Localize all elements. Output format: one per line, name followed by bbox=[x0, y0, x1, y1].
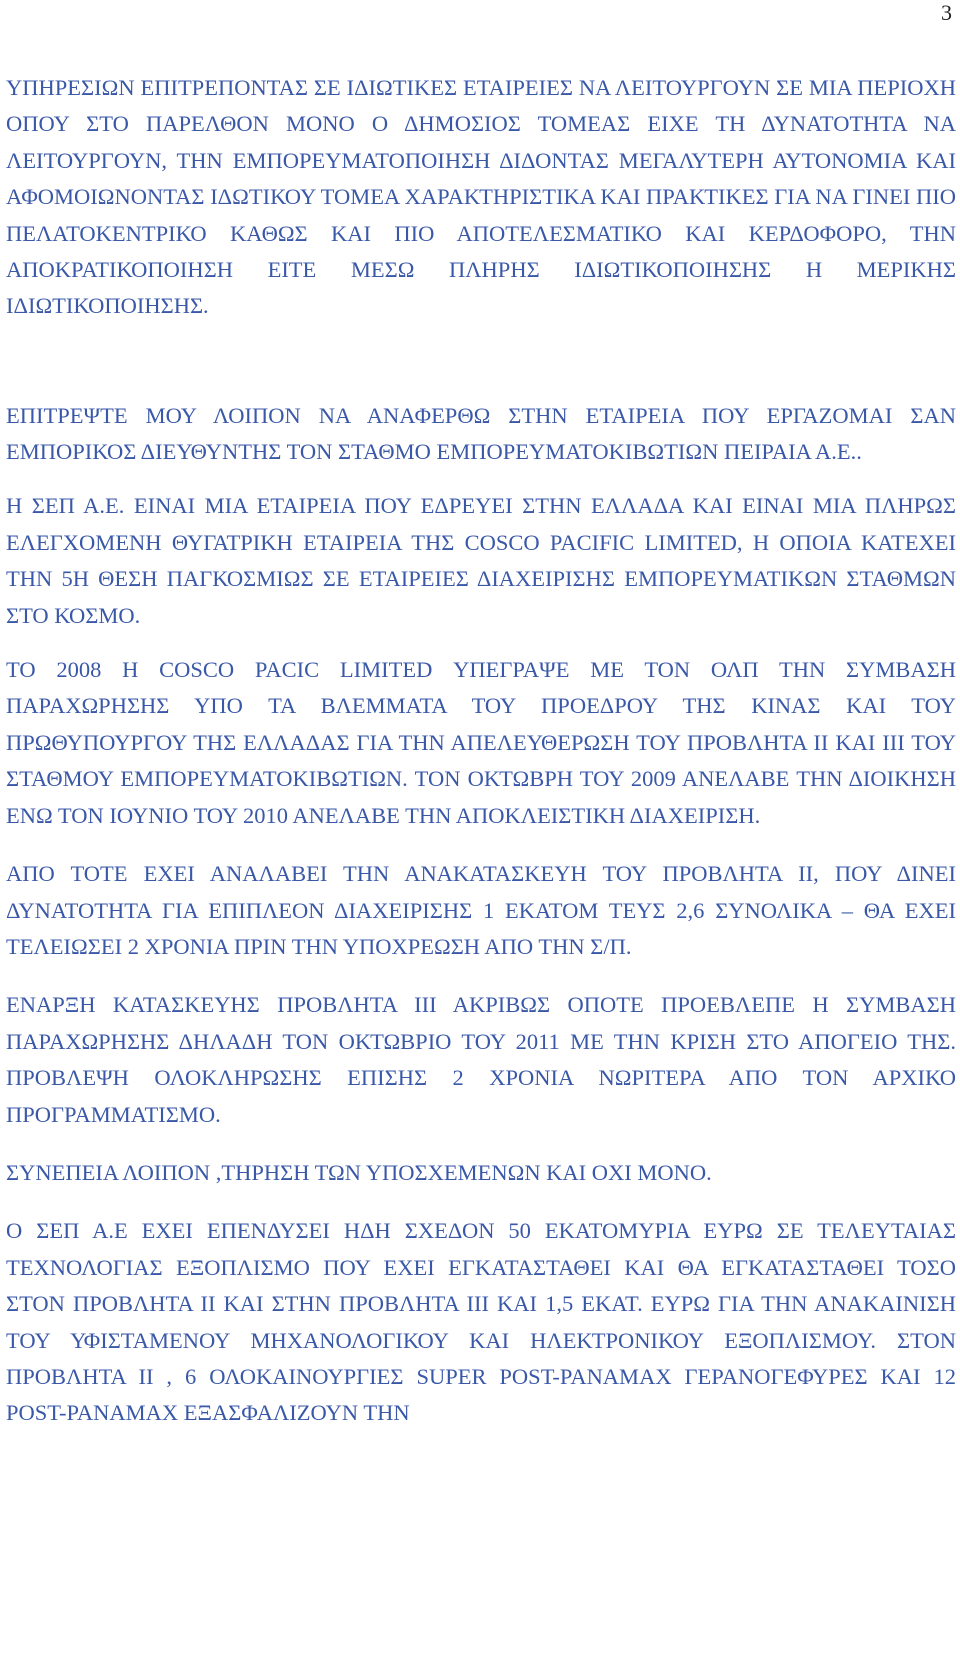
page-number: 3 bbox=[941, 0, 952, 25]
paragraph-pier-ii-reconstruction: ΑΠΟ ΤΟΤΕ ΕΧΕΙ ΑΝΑΛΑΒΕΙ ΤΗΝ ΑΝΑΚΑΤΑΣΚΕΥΗ ΤΟΥ ΠΡΟΒΛΗΤΑ ΙΙ, ΠΟΥ ΔΙΝΕΙ ΔΥΝΑΤΟΤΗΤΑ ΓΙΑ ΕΠΙΠΛΕΟΝ ΔΙΑΧΕΙΡΙΣΗΣ 1 ΕΚΑΤΟΜ ΤΕΥΣ 2,6 ΣΥΝΟΛΙΚΑ – ΘΑ ΕΧΕΙ ΤΕΛΕΙΩΣΕΙ 2 ΧΡΟΝΙΑ ΠΡΙΝ ΤΗΝ ΥΠΟΧΡΕΩΣΗ ΑΠΟ ΤΗΝ Σ/Π. bbox=[6, 861, 956, 959]
document-body bbox=[6, 70, 956, 1432]
paragraph-company-intro: ΕΠΙΤΡΕΨΤΕ ΜΟΥ ΛΟΙΠΟΝ ΝΑ ΑΝΑΦΕΡΘΩ ΣΤΗΝ ΕΤΑΙΡΕΙΑ ΠΟΥ ΕΡΓΑΖΟΜΑΙ ΣΑΝ ΕΜΠΟΡΙΚΟΣ ΔΙΕΥΘΥΝΤΗΣ ΤΟΝ ΣΤΑΘΜΟ ΕΜΠΟΡΕΥΜΑΤΟΚΙΒΩΤΙΩΝ ΠΕΙΡΑΙΑ Α.Ε.. bbox=[6, 402, 956, 465]
paragraph-pier-iii-construction: ΕΝΑΡΞΗ ΚΑΤΑΣΚΕΥΗΣ ΠΡΟΒΛΗΤΑ ΙΙΙ ΑΚΡΙΒΩΣ ΟΠΟΤΕ ΠΡΟΕΒΛΕΠΕ Η ΣΥΜΒΑΣΗ ΠΑΡΑΧΩΡΗΣΗΣ ΔΗΛΑΔΗ ΤΟΝ ΟΚΤΩΒΡΙΟ ΤΟΥ 2011 ΜΕ ΤΗΝ ΚΡΙΣΗ ΣΤΟ ΑΠΟΓΕΙΟ ΤΗΣ. ΠΡΟΒΛΕΨΗ ΟΛΟΚΛΗΡΩΣΗΣ ΕΠΙΣΗΣ 2 ΧΡΟΝΙΑ ΝΩΡΙΤΕΡΑ ΑΠΟ ΤΟΝ ΑΡΧΙΚΟ ΠΡΟΓΡΑΜΜΑΤΙΣΜΟ. bbox=[6, 992, 956, 1127]
paragraph-concession-2008: ΤΟ 2008 Η COSCO PACIC LIMITED ΥΠΕΓΡΑΨΕ ΜΕ ΤΟΝ ΟΛΠ ΤΗΝ ΣΥΜΒΑΣΗ ΠΑΡΑΧΩΡΗΣΗΣ ΥΠΟ ΤΑ ΒΛΕΜΜΑΤΑ ΤΟΥ ΠΡΟΕΔΡΟΥ ΤΗΣ ΚΙΝΑΣ ΚΑΙ ΤΟΥ ΠΡΩΘΥΠΟΥΡΓΟΥ ΤΗΣ ΕΛΛΑΔΑΣ ΓΙΑ ΤΗΝ ΑΠΕΛΕΥΘΕΡΩΣΗ ΤΟΥ ΠΡΟΒΛΗΤΑ ΙΙ ΚΑΙ ΙΙΙ ΤΟΥ ΣΤΑΘΜΟΥ ΕΜΠΟΡΕΥΜΑΤΟΚΙΒΩΤΙΩΝ. ΤΟΝ ΟΚΤΩΒΡΗ ΤΟΥ 2009 ΑΝΕΛΑΒΕ ΤΗΝ ΔΙΟΙΚΗΣΗ ΕΝΩ ΤΟΝ ΙΟΥΝΙΟ ΤΟΥ 2010 ΑΝΕΛΑΒΕ ΤΗΝ ΑΠΟΚΛΕΙΣΤΙΚΗ ΔΙΑΧΕΙΡΙΣΗ. bbox=[6, 657, 956, 828]
paragraph-privatization: ΥΠΗΡΕΣΙΩΝ ΕΠΙΤΡΕΠΟΝΤΑΣ ΣΕ ΙΔΙΩΤΙΚΕΣ ΕΤΑΙΡΕΙΕΣ ΝΑ ΛΕΙΤΟΥΡΓΟΥΝ ΣΕ ΜΙΑ ΠΕΡΙΟΧΗ ΟΠΟΥ ΣΤΟ ΠΑΡΕΛΘΟΝ ΜΟΝΟ Ο ΔΗΜΟΣΙΟΣ ΤΟΜΕΑΣ ΕΙΧΕ ΤΗ ΔΥΝΑΤΟΤΗΤΑ ΝΑ ΛΕΙΤΟΥΡΓΟΥΝ, ΤΗΝ ΕΜΠΟΡΕΥΜΑΤΟΠΟΙΗΣΗ ΔΙΔΟΝΤΑΣ ΜΕΓΑΛΥΤΕΡΗ ΑΥΤΟΝΟΜΙΑ ΚΑΙ ΑΦΟΜΟΙΩΝΟΝΤΑΣ ΙΔΩΤΙΚΟΥ ΤΟΜΕΑ ΧΑΡΑΚΤΗΡΙΣΤΙΚΑ ΚΑΙ ΠΡΑΚΤΙΚΕΣ ΓΙΑ ΝΑ ΓΙΝΕΙ ΠΙΟ ΠΕΛΑΤΟΚΕΝΤΡΙΚΟ ΚΑΘΩΣ ΚΑΙ ΠΙΟ ΑΠΟΤΕΛΕΣΜΑΤΙΚΟ ΚΑΙ ΚΕΡΔΟΦΟΡΟ, ΤΗΝ ΑΠΟΚΡΑΤΙΚΟΠΟΙΗΣΗ ΕΙΤΕ ΜΕΣΩ ΠΛΗΡΗΣ ΙΔΙΩΤΙΚΟΠΟΙΗΣΗΣ Η ΜΕΡΙΚΗΣ ΙΔΙΩΤΙΚΟΠΟΙΗΣΗΣ. bbox=[6, 75, 956, 319]
paragraph-investment: Ο ΣΕΠ Α.Ε ΕΧΕΙ ΕΠΕΝΔΥΣΕΙ ΗΔΗ ΣΧΕΔΟΝ 50 ΕΚΑΤΟΜΥΡΙΑ ΕΥΡΩ ΣΕ ΤΕΛΕΥΤΑΙΑΣ ΤΕΧΝΟΛΟΓΙΑΣ ΕΞΟΠΛΙΣΜΟ ΠΟΥ ΕΧΕΙ ΕΓΚΑΤΑΣΤΑΘΕΙ ΚΑΙ ΘΑ ΕΓΚΑΤΑΣΤΑΘΕΙ ΤΟΣΟ ΣΤΟΝ ΠΡΟΒΛΗΤΑ ΙΙ ΚΑΙ ΣΤΗΝ ΠΡΟΒΛΗΤΑ ΙΙΙ ΚΑΙ 1,5 ΕΚΑΤ. ΕΥΡΩ ΓΙΑ ΤΗΝ ΑΝΑΚΑΙΝΙΣΗ ΤΟΥ ΥΦΙΣΤΑΜΕΝΟΥ ΜΗΧΑΝΟΛΟΓΙΚΟΥ ΚΑΙ ΗΛΕΚΤΡΟΝΙΚΟΥ ΕΞΟΠΛΙΣΜΟΥ. ΣΤΟΝ ΠΡΟΒΛΗΤΑ ΙΙ , 6 ΟΛΟΚΑΙΝΟΥΡΓΙΕΣ SUPER POST-PANAMAX ΓΕΡΑΝΟΓΕΦΥΡΕΣ ΚΑΙ 12 POST-PANAMAX ΕΞΑΣΦΑΛΙΖΟΥΝ ΤΗΝ bbox=[6, 1218, 956, 1426]
paragraph-consistency: ΣΥΝΕΠΕΙΑ ΛΟΙΠΟΝ ,ΤΗΡΗΣΗ ΤΩΝ ΥΠΟΣΧΕΜΕΝΩΝ ΚΑΙ ΟΧΙ ΜΟΝΟ. bbox=[6, 1159, 712, 1185]
paragraph-sep-description: Η ΣΕΠ Α.Ε. ΕΙΝΑΙ ΜΙΑ ΕΤΑΙΡΕΙΑ ΠΟΥ ΕΔΡΕΥΕΙ ΣΤΗΝ ΕΛΛΑΔΑ ΚΑΙ ΕΙΝΑΙ ΜΙΑ ΠΛΗΡΩΣ ΕΛΕΓΧΟΜΕΝΗ ΘΥΓΑΤΡΙΚΗ ΕΤΑΙΡΕΙΑ ΤΗΣ COSCO PACIFIC LIMITED, Η ΟΠΟΙΑ ΚΑΤΕΧΕΙ ΤΗΝ 5Η ΘΕΣΗ ΠΑΓΚΟΣΜΙΩΣ ΣΕ ΕΤΑΙΡΕΙΕΣ ΔΙΑΧΕΙΡΙΣΗΣ ΕΜΠΟΡΕΥΜΑΤΙΚΩΝ ΣΤΑΘΜΩΝ ΣΤΟ ΚΟΣΜΟ. bbox=[6, 493, 956, 628]
